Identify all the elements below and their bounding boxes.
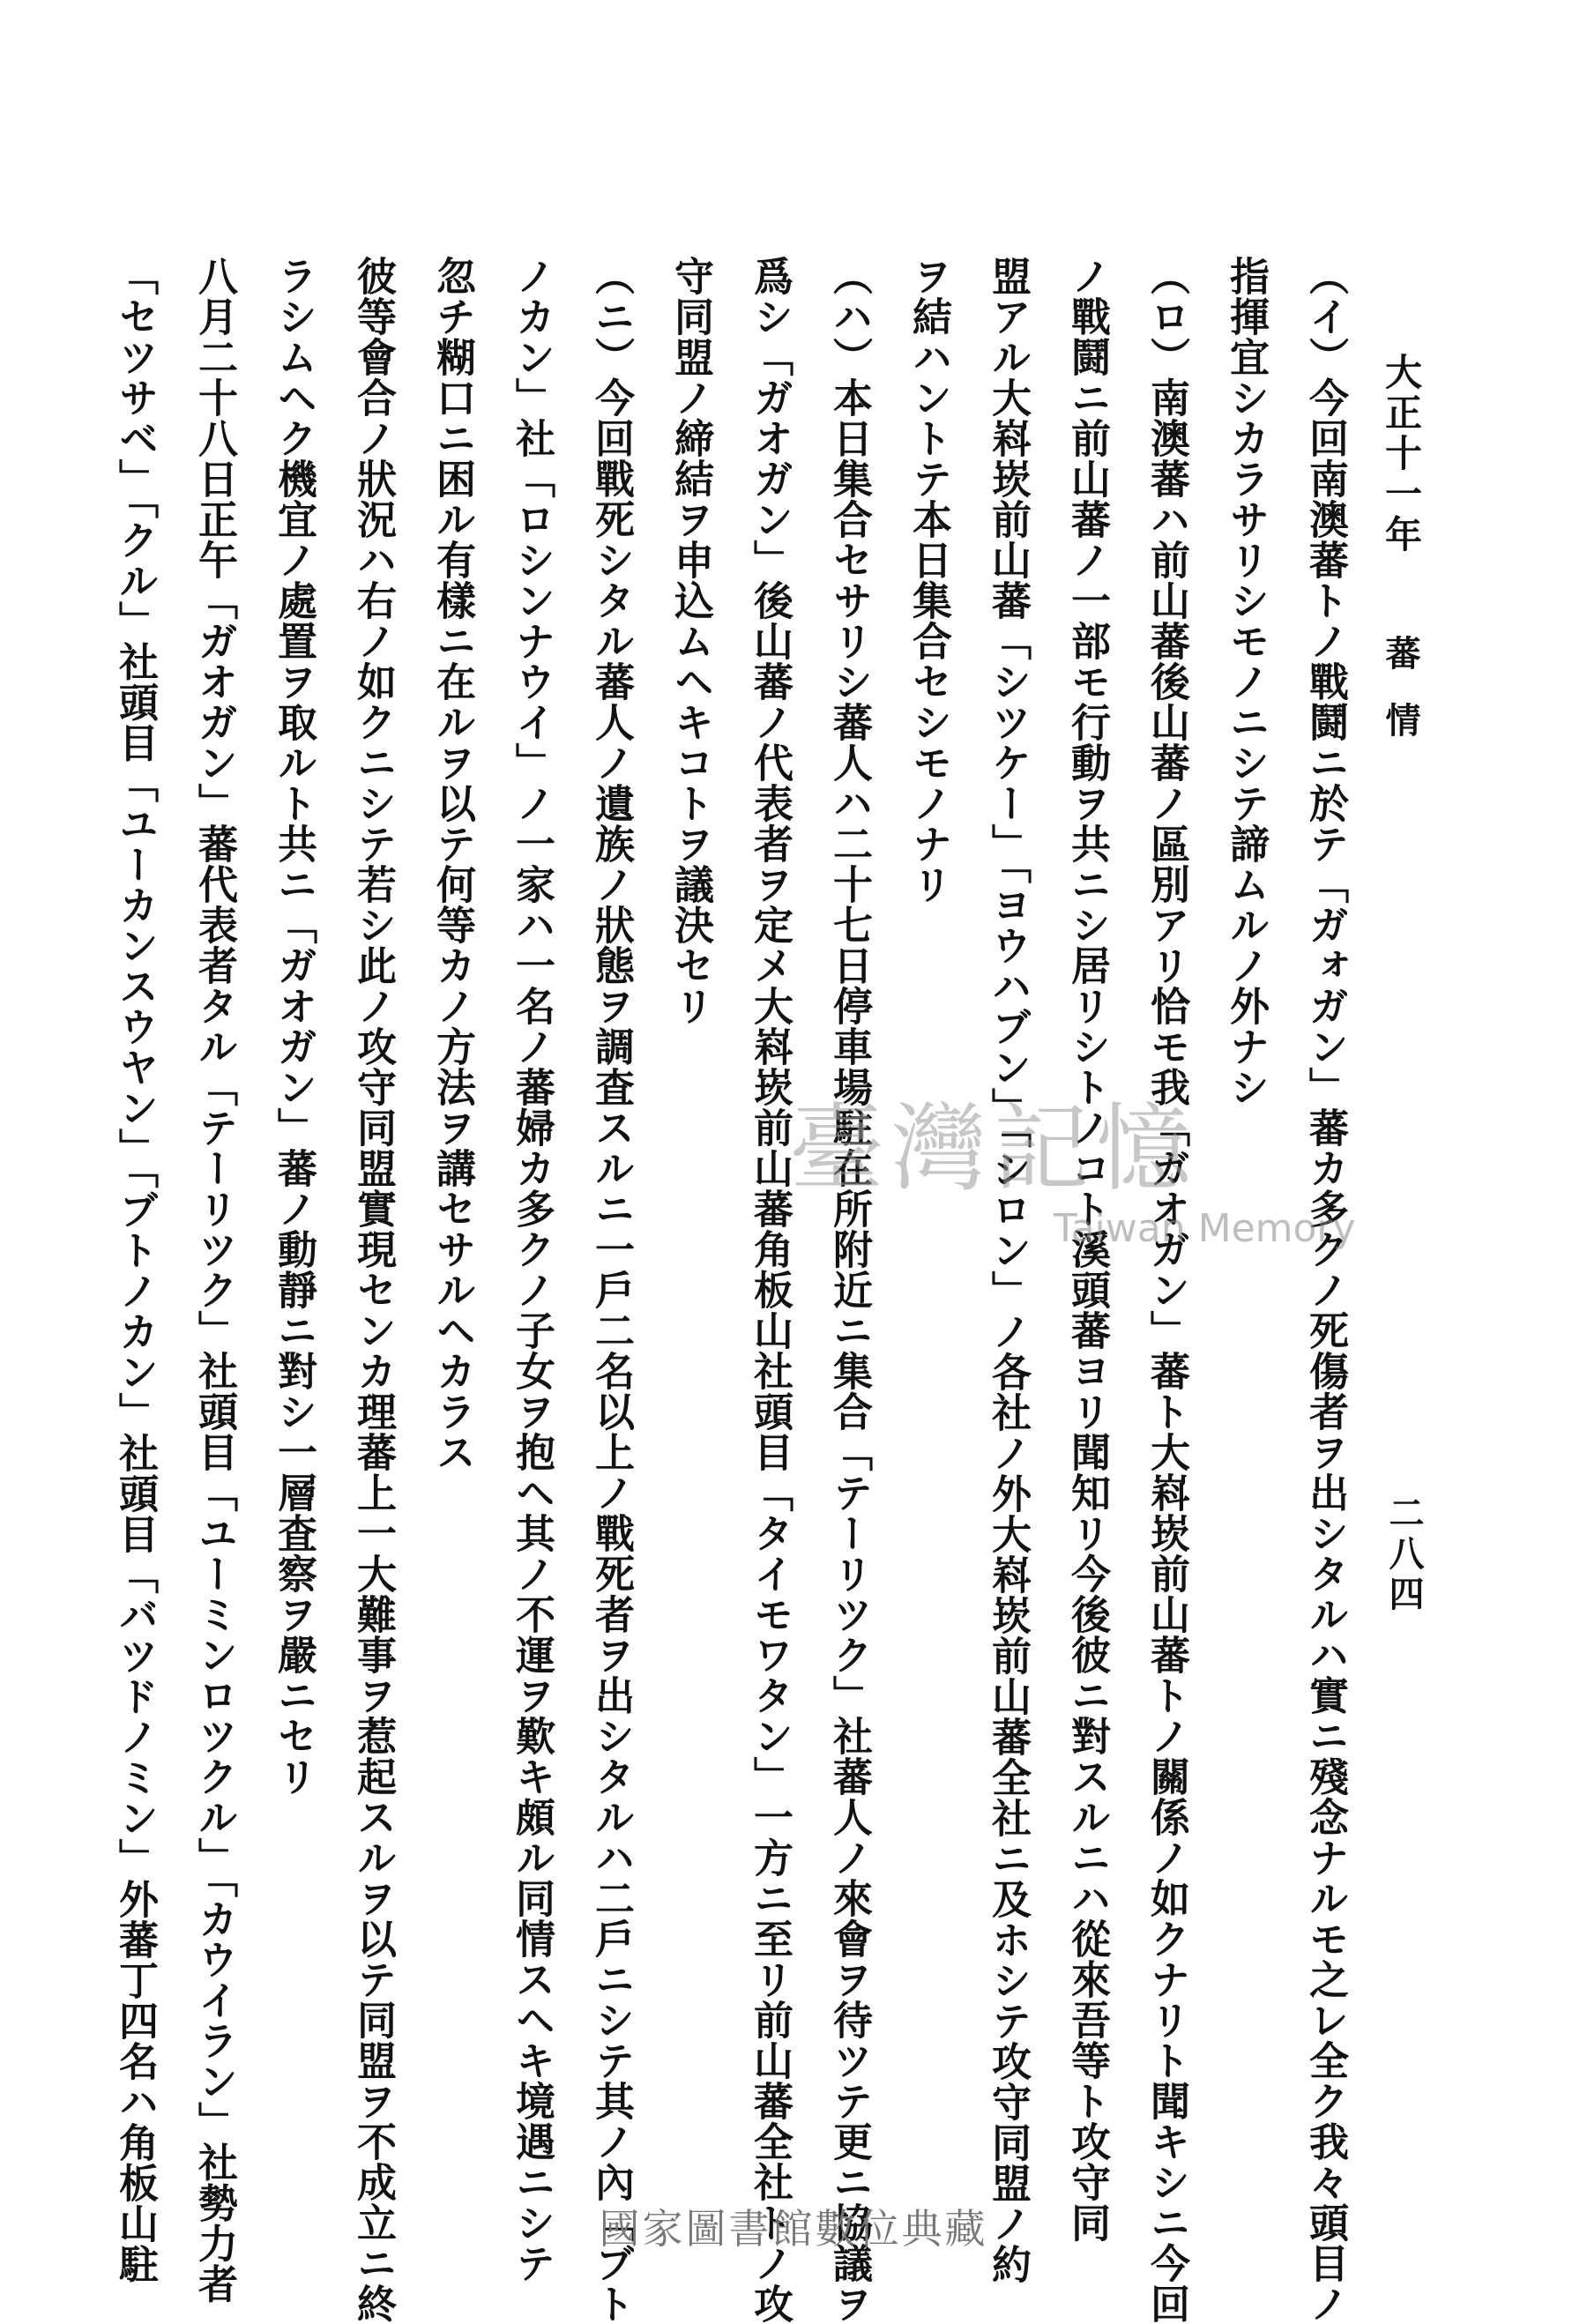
page-number: 二八四 bbox=[1383, 1494, 1425, 1616]
text-line: ヲ結ハントテ本日集合セシモノナリ bbox=[905, 256, 952, 905]
text-line: 忽チ糊口ニ困ル有樣ニ在ルヲ以テ何等カノ方法ヲ講セサルヘカラス bbox=[429, 256, 476, 1472]
text-line: 八月二十八日正午「ガオガン」蕃代表者タル「テーリツク」社頭目「ユーミンロツクル」「カウイラン」社勢力者 bbox=[191, 256, 238, 2305]
text-line: （イ）今回南澳蕃トノ戰鬪ニ於テ「ガォガン」蕃カ多クノ死傷者ヲ出シタルハ實ニ殘念ナルモ之レ全ク我々頭目ノ bbox=[1302, 256, 1349, 2324]
text-line: 「セツサベ」「クル」社頭目「ユーカンスウヤン」「ブトノカン」社頭目「バツドノミン」外蕃丁四名ハ角板山駐 bbox=[112, 256, 159, 2284]
watermark-subtitle: Taiwan Memory bbox=[1054, 1206, 1356, 1251]
text-line: ノカン」社「ロシンナウイ」ノ一家ハ一名ノ蕃婦カ多クノ子女ヲ抱ヘ其ノ不運ヲ歎キ頗ル同情スヘキ境遇ニシテ bbox=[509, 256, 555, 2283]
text-line: 守同盟ノ締結ヲ申込ムヘキコトヲ議決セリ bbox=[667, 256, 714, 1026]
watermark bbox=[789, 1094, 1356, 1270]
text-line: 盟アル大嵙崁前山蕃「シツケー」「ヨウハブン」「シロン」ノ各社ノ外大嵙崁前山蕃全社ニ及ホシテ攻守同盟ノ約 bbox=[985, 256, 1032, 2284]
footer-caption: 國家圖書館數位典藏 bbox=[599, 2205, 988, 2253]
text-line: （ニ）今回戰死シタル蕃人ノ遺族ノ狀態ヲ調査スルニ一戶二名以上ノ戰死者ヲ出シタルハ二戶ニシテ其ノ內「ブト bbox=[588, 256, 635, 2324]
text-line: 指揮宜シカラサリシモノニシテ諦ムルノ外ナシ bbox=[1223, 256, 1270, 1107]
text-line: ラシムヘク機宜ノ處置ヲ取ルト共ニ「ガオガン」蕃ノ動靜ニ對シ一層査察ヲ嚴ニセリ bbox=[271, 256, 317, 1797]
text-line: 爲シ「ガオガン」後山蕃ノ代表者ヲ定メ大嵙崁前山蕃角板山社頭目「タイモワタン」一方ニ至リ前山蕃全社トノ攻 bbox=[747, 256, 794, 2324]
text-line: （ロ）南澳蕃ハ前山蕃後山蕃ノ區別アリ恰モ我「ガオガン」蕃ト大嵙崁前山蕃トノ關係ノ如クナリト聞キシニ今回 bbox=[1144, 256, 1190, 2324]
watermark-logo-text: 臺灣記憶 bbox=[789, 1094, 1199, 1204]
text-line: （ハ）本日集合セサリシ蕃人ハ二十七日停車場駐在所附近ニ集合「テーリツク」社蕃人ノ來會ヲ待ツテ更ニ協議ヲ bbox=[826, 256, 873, 2324]
text-line: ノ戰鬪ニ前山蕃ノ一部モ行動ヲ共ニシ居リシトノコト溪頭蕃ヨリ聞知リ今後彼ニ對スルニハ從來吾等ト攻守同 bbox=[1064, 256, 1111, 2243]
running-head-category: 蕃情 bbox=[1380, 635, 1421, 769]
text-line: 彼等會合ノ狀況ハ右ノ如クニシテ若シ此ノ攻守同盟實現センカ理蕃上一大難事ヲ惹起スルヲ以テ同盟ヲ不成立ニ終 bbox=[350, 256, 397, 2324]
running-head-title: 大正十一年 bbox=[1380, 353, 1423, 555]
